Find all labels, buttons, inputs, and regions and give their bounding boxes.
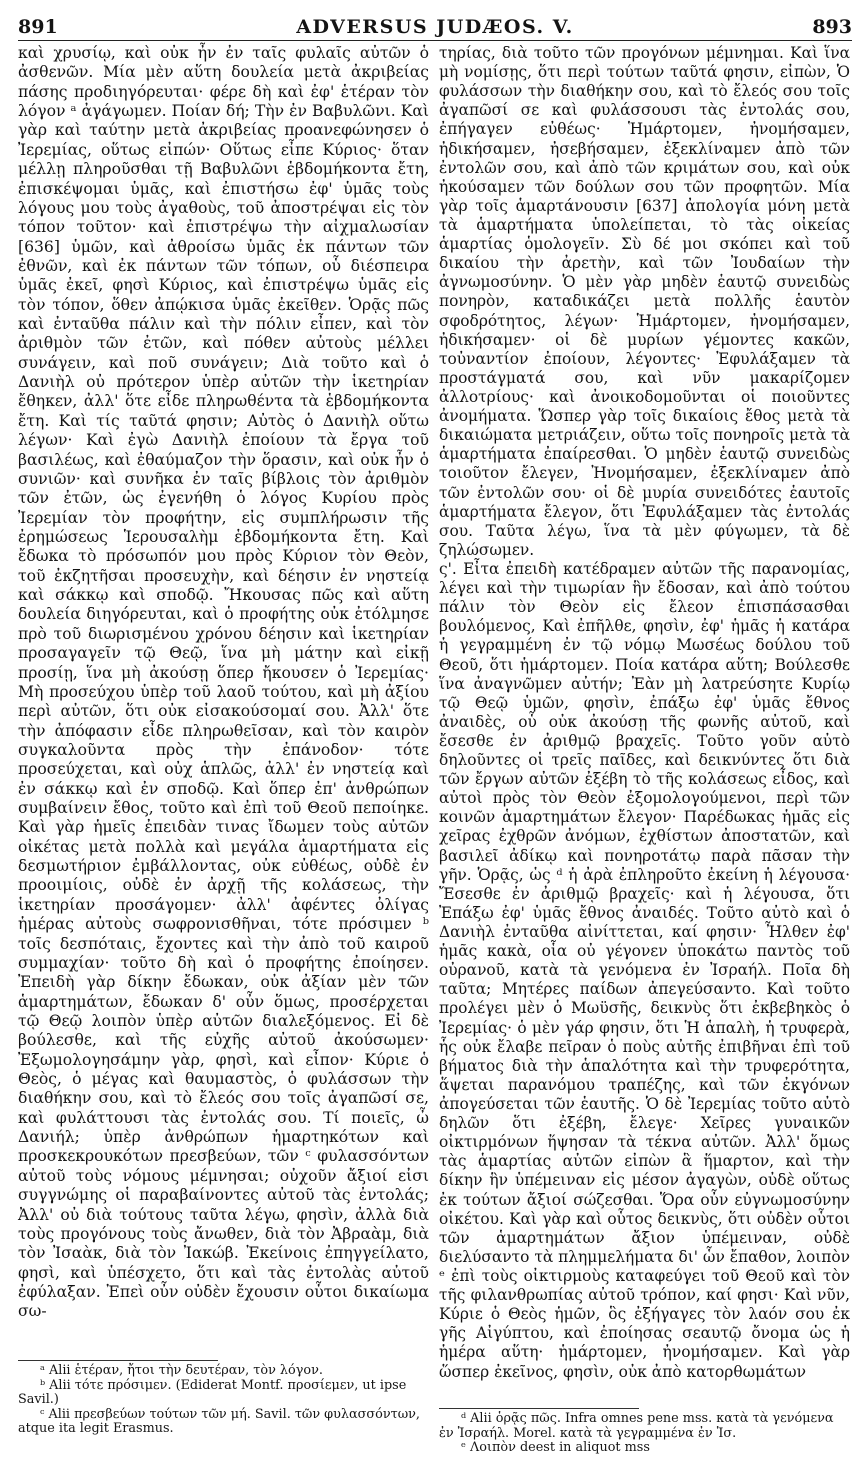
right-column <box>439 44 850 1382</box>
footnote-c: ᶜ Alii πρεσβεύων τούτων τῶν μή. Savil. τῶν φυλασσόντων, atque ita legit Erasmus. <box>18 1406 420 1437</box>
footnote-rule-right <box>439 1408 639 1409</box>
footnote-rule-left <box>18 1360 218 1361</box>
left-footnotes <box>18 1364 429 1437</box>
running-title: ADVERSUS JUDÆOS. V. <box>296 16 574 38</box>
right-column-text-part-1: τηρίας, διὰ τοῦτο τῶν προγόνων μέμνημαι. Καὶ ἵνα μὴ νομίσῃς, ὅτι περὶ τούτων ταῦτά φησιν, εἰπὼν, Ὁ φυλάσσων τὴν διαθήκην σου, καὶ τὸ ἔλεός σου τοῖς ἀγαπῶσί σε καὶ φυλάσσουσι τὰς ἐντολάς σου, ἐπήγαγεν εὐθέως· Ἡμάρτομεν, ἠνομήσαμεν, ἠδικήσαμεν, ἠσεβήσαμεν, ἐξεκλίναμεν ἀπὸ τῶν ἐντολῶν σου, καὶ ἀπὸ τῶν κριμάτων σου, καὶ οὐκ ἠκούσαμεν τῶν δούλων σου τῶν προφητῶν. Μία γὰρ τοῖς ἁμαρτάνουσιν [637] ἀπολογία μόνη μετὰ τὰ ἁμαρτήματα ὑπολείπεται, τὸ τὰς οἰκείας ἁμαρτίας ὁμολογεῖν. Σὺ δέ μοι σκόπει καὶ τοῦ δικαίου τὴν ἀρετὴν, καὶ τῶν Ἰουδαίων τὴν ἀγνωμοσύνην. Ὁ μὲν γὰρ μηδὲν ἑαυτῷ συνειδὼς πονηρὸν, καταδικάζει μετὰ πολλῆς ἑαυτὸν σφοδρότητος, λέγων· Ἡμάρτομεν, ἠνομήσαμεν, ἠδικήσαμεν· οἱ δὲ μυρίων γέμοντες κακῶν, τοὐναντίον ἐποίουν, λέγοντες· Ἐφυλάξαμεν τὰ προστάγματά σου, καὶ νῦν μακαρίζομεν ἀλλοτρίους· καὶ ἀνοικοδομοῦνται οἱ ποιοῦντες ἀνομήματα. Ὥσπερ γὰρ τοῖς δικαίοις ἔθος μετὰ τὰ δικαιώματα μετριάζειν, οὕτω τοῖς πονηροῖς μετὰ τὰ ἁμαρτήματα ἐπαίρεσθαι. Ὁ μηδὲν ἑαυτῷ συνειδὼς τοιοῦτον ἔλεγεν, Ἠνομήσαμεν, ἐξεκλίναμεν ἀπὸ τῶν ἐντολῶν σου· οἱ δὲ μυρία συνειδότες ἑαυτοῖς ἁμαρτήματα ἔλεγον, ὅτι Ἐφυλάξαμεν τὰς ἐντολάς σου. Ταῦτα λέγω, ἵνα τὰ μὲν φύγωμεν, τὰ δὲ ζηλώσωμεν. <box>439 44 850 559</box>
page-header <box>18 8 852 41</box>
footnote-d: ᵈ Alii ὁρᾷς πῶς. Infra omnes pene mss. κατὰ τὰ γενόμενα ἐν Ἰσραήλ. Morel. κατὰ τὰ γεγραμμένα ἐν Ἰσ. <box>439 1411 834 1441</box>
page-number-left: 891 <box>18 16 58 38</box>
right-column-text-part-2: ς'. Εἶτα ἐπειδὴ κατέδραμεν αὐτῶν τῆς παρανομίας, λέγει καὶ τὴν τιμωρίαν ἣν ἔδοσαν, καὶ ἀπὸ τούτου πάλιν τὸν Θεὸν εἰς ἔλεον ἐπισπάσασθαι βουλόμενος, Καὶ ἐπῆλθε, φησὶν, ἐφ' ἡμᾶς ἡ κατάρα ἡ γεγραμμένη ἐν τῷ νόμῳ Μωσέως δούλου τοῦ Θεοῦ, ὅτι ἡμάρτομεν. Ποία κατάρα αὕτη; Βούλεσθε ἵνα ἀναγνῶμεν αὐτήν; Ἐὰν μὴ λατρεύσητε Κυρίῳ τῷ Θεῷ ὑμῶν, φησὶν, ἐπάξω ἐφ' ὑμᾶς ἔθνος ἀναιδὲς, οὗ οὐκ ἀκούσῃ τῆς φωνῆς αὐτοῦ, καὶ ἔσεσθε ἐν ἀριθμῷ βραχεῖς. Τοῦτο γοῦν αὐτὸ δηλοῦντες οἱ τρεῖς παῖδες, καὶ δεικνύντες ὅτι διὰ τῶν ἔργων αὐτῶν ἐξέβη τὸ τῆς κολάσεως εἶδος, καὶ αὐτοὶ πρὸς τὸν Θεὸν ἐξομολογούμενοι, περὶ τῶν κοινῶν ἁμαρτημάτων ἔλεγον· Παρέδωκας ἡμᾶς εἰς χεῖρας ἐχθρῶν ἀνόμων, ἐχθίστων ἀποστατῶν, καὶ βασιλεῖ ἀδίκῳ καὶ πονηροτάτῳ παρὰ πᾶσαν τὴν γῆν. Ὁρᾷς, ὡς ᵈ ἡ ἀρὰ ἐπληροῦτο ἐκείνη ἡ λέγουσα· Ἔσεσθε ἐν ἀριθμῷ βραχεῖς· καὶ ἡ λέγουσα, ὅτι Ἐπάξω ἐφ' ὑμᾶς ἔθνος ἀναιδές. Τοῦτο αὐτὸ καὶ ὁ Δανιὴλ ἐνταῦθα αἰνίττεται, καί φησιν· Ἦλθεν ἐφ' ἡμᾶς κακὰ, οἷα οὐ γέγονεν ὑποκάτω παντὸς τοῦ οὐρανοῦ, κατὰ τὰ γενόμενα ἐν Ἰσραήλ. Ποῖα δὴ ταῦτα; Μητέρες παίδων ἀπεγεύσαντο. Καὶ τοῦτο προλέγει μὲν ὁ Μωϋσῆς, δεικνὺς ὅτι ἐκβεβηκὸς ὁ Ἰερεμίας· ὁ μὲν γάρ φησιν, ὅτι Ἡ ἁπαλὴ, ἡ τρυφερὰ, ἧς οὐκ ἔλαβε πεῖραν ὁ ποὺς αὐτῆς ἐπιβῆναι ἐπὶ τοῦ βήματος διὰ τὴν ἁπαλότητα καὶ τὴν τρυφερότητα, ἅψεται παρανόμου τραπέζης, καὶ τῶν ἐκγόνων ἀπογεύσεται τῶν ἑαυτῆς. Ὁ δὲ Ἰερεμίας τοῦτο αὐτὸ δηλῶν ὅτι ἐξέβη, ἔλεγε· Χεῖρες γυναικῶν οἰκτιρμόνων ἥψησαν τὰ τέκνα αὐτῶν. Ἀλλ' ὅμως τὰς ἁμαρτίας αὐτῶν εἰπὼν ἃ ἥμαρτον, καὶ τὴν δίκην ἣν ὑπέμειναν εἰς μέσον ἀγαγὼν, οὐδὲ οὕτως ἐκ τούτων ἄξιοί σώζεσθαι. Ὅρα οὖν εὐγνωμοσύνην οἰκέτου. Καὶ γὰρ καὶ οὗτος δεικνὺς, ὅτι οὐδὲν οὗτοι τῶν ἁμαρτημάτων ἄξιον ὑπέμειναν, οὐδὲ διελύσαντο τὰ πλημμελήματα δι' ὧν ἔπαθον, λοιπὸν ᵉ ἐπὶ τοὺς οἰκτιρμοὺς καταφεύγει τοῦ Θεοῦ καὶ τὸν τῆς φιλανθρωπίας αὐτοῦ τρόπον, καί φησι· Καὶ νῦν, Κύριε ὁ Θεὸς ἡμῶν, ὃς ἐξήγαγες τὸν λαόν σου ἐκ γῆς Αἰγύπτου, καὶ ἐποίησας σεαυτῷ ὄνομα ὡς ἡ ἡμέρα αὕτη· ἡμάρτομεν, ἠνομήσαμεν. Καὶ γὰρ ὥσπερ ἐκεῖνος, φησὶν, οὐκ ἀπὸ κατορθωμάτων <box>439 559 850 1381</box>
left-column-text: καὶ χρυσίῳ, καὶ οὐκ ἦν ἐν ταῖς φυλαῖς αὐτῶν ὁ ἀσθενῶν. Μία μὲν αὕτη δουλεία μετὰ ἀκριβείας πάσης προδιηγόρευται· φέρε δὴ καὶ ἐφ' ἑτέραν τὸν λόγον ᵃ ἀγάγωμεν. Ποίαν δή; Τὴν ἐν Βαβυλῶνι. Καὶ γὰρ καὶ ταύτην μετὰ ἀκριβείας προανεφώνησεν ὁ Ἰερεμίας, οὕτως εἰπών· Οὕτως εἶπε Κύριος· ὅταν μέλλῃ πληροῦσθαι τῇ Βαβυλῶνι ἑβδομήκοντα ἔτη, ἐπισκέψομαι ὑμᾶς, καὶ ἐπιστήσω ἐφ' ὑμᾶς τοὺς λόγους μου τοὺς ἀγαθοὺς, τοῦ ἀποστρέψαι εἰς τὸν τόπον τοῦτον· καὶ ἐπιστρέψω τὴν αἰχμαλωσίαν [636] ὑμῶν, καὶ ἀθροίσω ὑμᾶς ἐκ πάντων τῶν ἐθνῶν, καὶ ἐκ πάντων τῶν τόπων, οὗ διέσπειρα ὑμᾶς ἐκεῖ, φησὶ Κύριος, καὶ ἐπιστρέψω ὑμᾶς εἰς τὸν τόπον, ὅθεν ἀπῴκισα ὑμᾶς ἐκεῖθεν. Ὁρᾷς πῶς καὶ ἐνταῦθα πάλιν καὶ τὴν πόλιν εἶπεν, καὶ τὸν ἀριθμὸν τῶν ἐτῶν, καὶ πόθεν αὐτοὺς μέλλει συνάγειν, καὶ ποῦ συνάγειν; Διὰ τοῦτο καὶ ὁ Δανιὴλ οὐ πρότερον ὑπὲρ αὐτῶν τὴν ἱκετηρίαν ἔθηκεν, ἀλλ' ὅτε εἶδε πληρωθέντα τὰ ἑβδομήκοντα ἔτη. Καὶ τίς ταῦτά φησιν; Αὐτὸς ὁ Δανιὴλ οὕτω λέγων· Καὶ ἐγὼ Δανιὴλ ἐποίουν τὰ ἔργα τοῦ βασιλέως, καὶ ἐθαύμαζον τὴν ὅρασιν, καὶ οὐκ ἦν ὁ συνιῶν· καὶ συνῆκα ἐν ταῖς βίβλοις τὸν ἀριθμὸν τῶν ἐτῶν, ὡς ἐγενήθη ὁ λόγος Κυρίου πρὸς Ἰερεμίαν τὸν προφήτην, εἰς συμπλήρωσιν τῆς ἐρημώσεως Ἱερουσαλὴμ ἑβδομήκοντα ἔτη. Καὶ ἔδωκα τὸ πρόσωπόν μου πρὸς Κύριον τὸν Θεὸν, τοῦ ἐκζητῆσαι προσευχὴν, καὶ δέησιν ἐν νηστείᾳ καὶ σάκκῳ καὶ σποδῷ. Ἤκουσας πῶς καὶ αὕτη δουλεία διηγόρευται, καὶ ὁ προφήτης οὐκ ἐτόλμησε πρὸ τοῦ διωρισμένου χρόνου δέησιν καὶ ἱκετηρίαν προσαγαγεῖν τῷ Θεῷ, ἵνα μὴ μάτην καὶ εἰκῇ προσίῃ, ἵνα μὴ ἀκούσῃ ὅπερ ἤκουσεν ὁ Ἰερεμίας· Μὴ προσεύχου ὑπὲρ τοῦ λαοῦ τούτου, καὶ μὴ ἀξίου περὶ αὐτῶν, ὅτι οὐκ εἰσακούσομαί σου. Ἀλλ' ὅτε τὴν ἀπόφασιν εἶδε πληρωθεῖσαν, καὶ τὸν καιρὸν συγκαλοῦντα πρὸς τὴν ἐπάνοδον· τότε προσεύχεται, καὶ οὐχ ἁπλῶς, ἀλλ' ἐν νηστείᾳ καὶ ἐν σάκκῳ καὶ ἐν σποδῷ. Καὶ ὅπερ ἐπ' ἀνθρώπων συμβαίνειν ἔθος, τοῦτο καὶ ἐπὶ τοῦ Θεοῦ πεποίηκε. Καὶ γὰρ ἡμεῖς ἐπειδὰν τινας ἴδωμεν τοὺς αὐτῶν οἰκέτας μετὰ πολλὰ καὶ μεγάλα ἁμαρτήματα εἰς δεσμωτήριον ἐμβάλλοντας, οὐκ εὐθέως, οὐδὲ ἐν προοιμίοις, οὐδὲ ἐν ἀρχῇ τῆς κολάσεως, τὴν ἱκετηρίαν προσάγομεν· ἀλλ' ἀφέντες ὀλίγας ἡμέρας αὐτοὺς σωφρονισθῆναι, τότε πρόσιμεν ᵇ τοῖς δεσπόταις, ἔχοντες καὶ τὴν ἀπὸ τοῦ καιροῦ συμμαχίαν· τοῦτο δὴ καὶ ὁ προφήτης ἐποίησεν. Ἐπειδὴ γὰρ δίκην ἔδωκαν, οὐκ ἀξίαν μὲν τῶν ἁμαρτημάτων, ἔδωκαν δ' οὖν ὅμως, προσέρχεται τῷ Θεῷ λοιπὸν ὑπὲρ αὐτῶν διαλεξόμενος. Εἰ δὲ βούλεσθε, καὶ τῆς εὐχῆς αὐτοῦ ἀκούσωμεν· Ἐξωμολογησάμην γὰρ, φησὶ, καὶ εἶπον· Κύριε ὁ Θεὸς, ὁ μέγας καὶ θαυμαστὸς, ὁ φυλάσσων τὴν διαθήκην σου, καὶ τὸ ἔλεός σου τοῖς ἀγαπῶσί σε, καὶ φυλάττουσι τὰς ἐντολάς σου. Τί ποιεῖς, ὦ Δανιήλ; ὑπὲρ ἀνθρώπων ἡμαρτηκότων καὶ προσκεκρουκότων πρεσβεύων, τῶν ᶜ φυλασσόντων αὐτοῦ τοὺς νόμους μέμνησαι; οὐχοῦν ἄξιοί εἰσι συγγνώμης οἱ παραβαίνοντες αὐτοῦ τὰς ἐντολάς; Ἀλλ' οὐ διὰ τούτους ταῦτα λέγω, φησὶν, ἀλλὰ διὰ τοὺς προγόνους τοὺς ἄνωθεν, διὰ τὸν Ἀβραὰμ, διὰ τὸν Ἰσαὰκ, διὰ τὸν Ἰακώβ. Ἐκείνοις ἐπηγγείλατο, φησὶ, καὶ ὑπέσχετο, ὅτι καὶ τὰς ἐντολὰς αὐτοῦ ἐφύλαξαν. Ἐπεὶ οὖν οὐδὲν ἔχουσιν οὗτοι δικαίωμα σω- <box>18 44 429 1321</box>
left-column <box>18 44 429 1322</box>
page-number-right: 893 <box>812 16 852 38</box>
footnote-b: ᵇ Alii τότε πρόσιμεν. (Ediderat Montf. προσίεμεν, ut ipse Savil.) <box>18 1377 407 1408</box>
right-footnotes <box>439 1412 850 1456</box>
footnote-a: ᵃ Alii ἑτέραν, ἤτοι τὴν δευτέραν, τὸν λόγον. <box>40 1363 323 1378</box>
footnote-e: ᵉ Λοιπὸν deest in aliquot mss <box>461 1440 650 1456</box>
